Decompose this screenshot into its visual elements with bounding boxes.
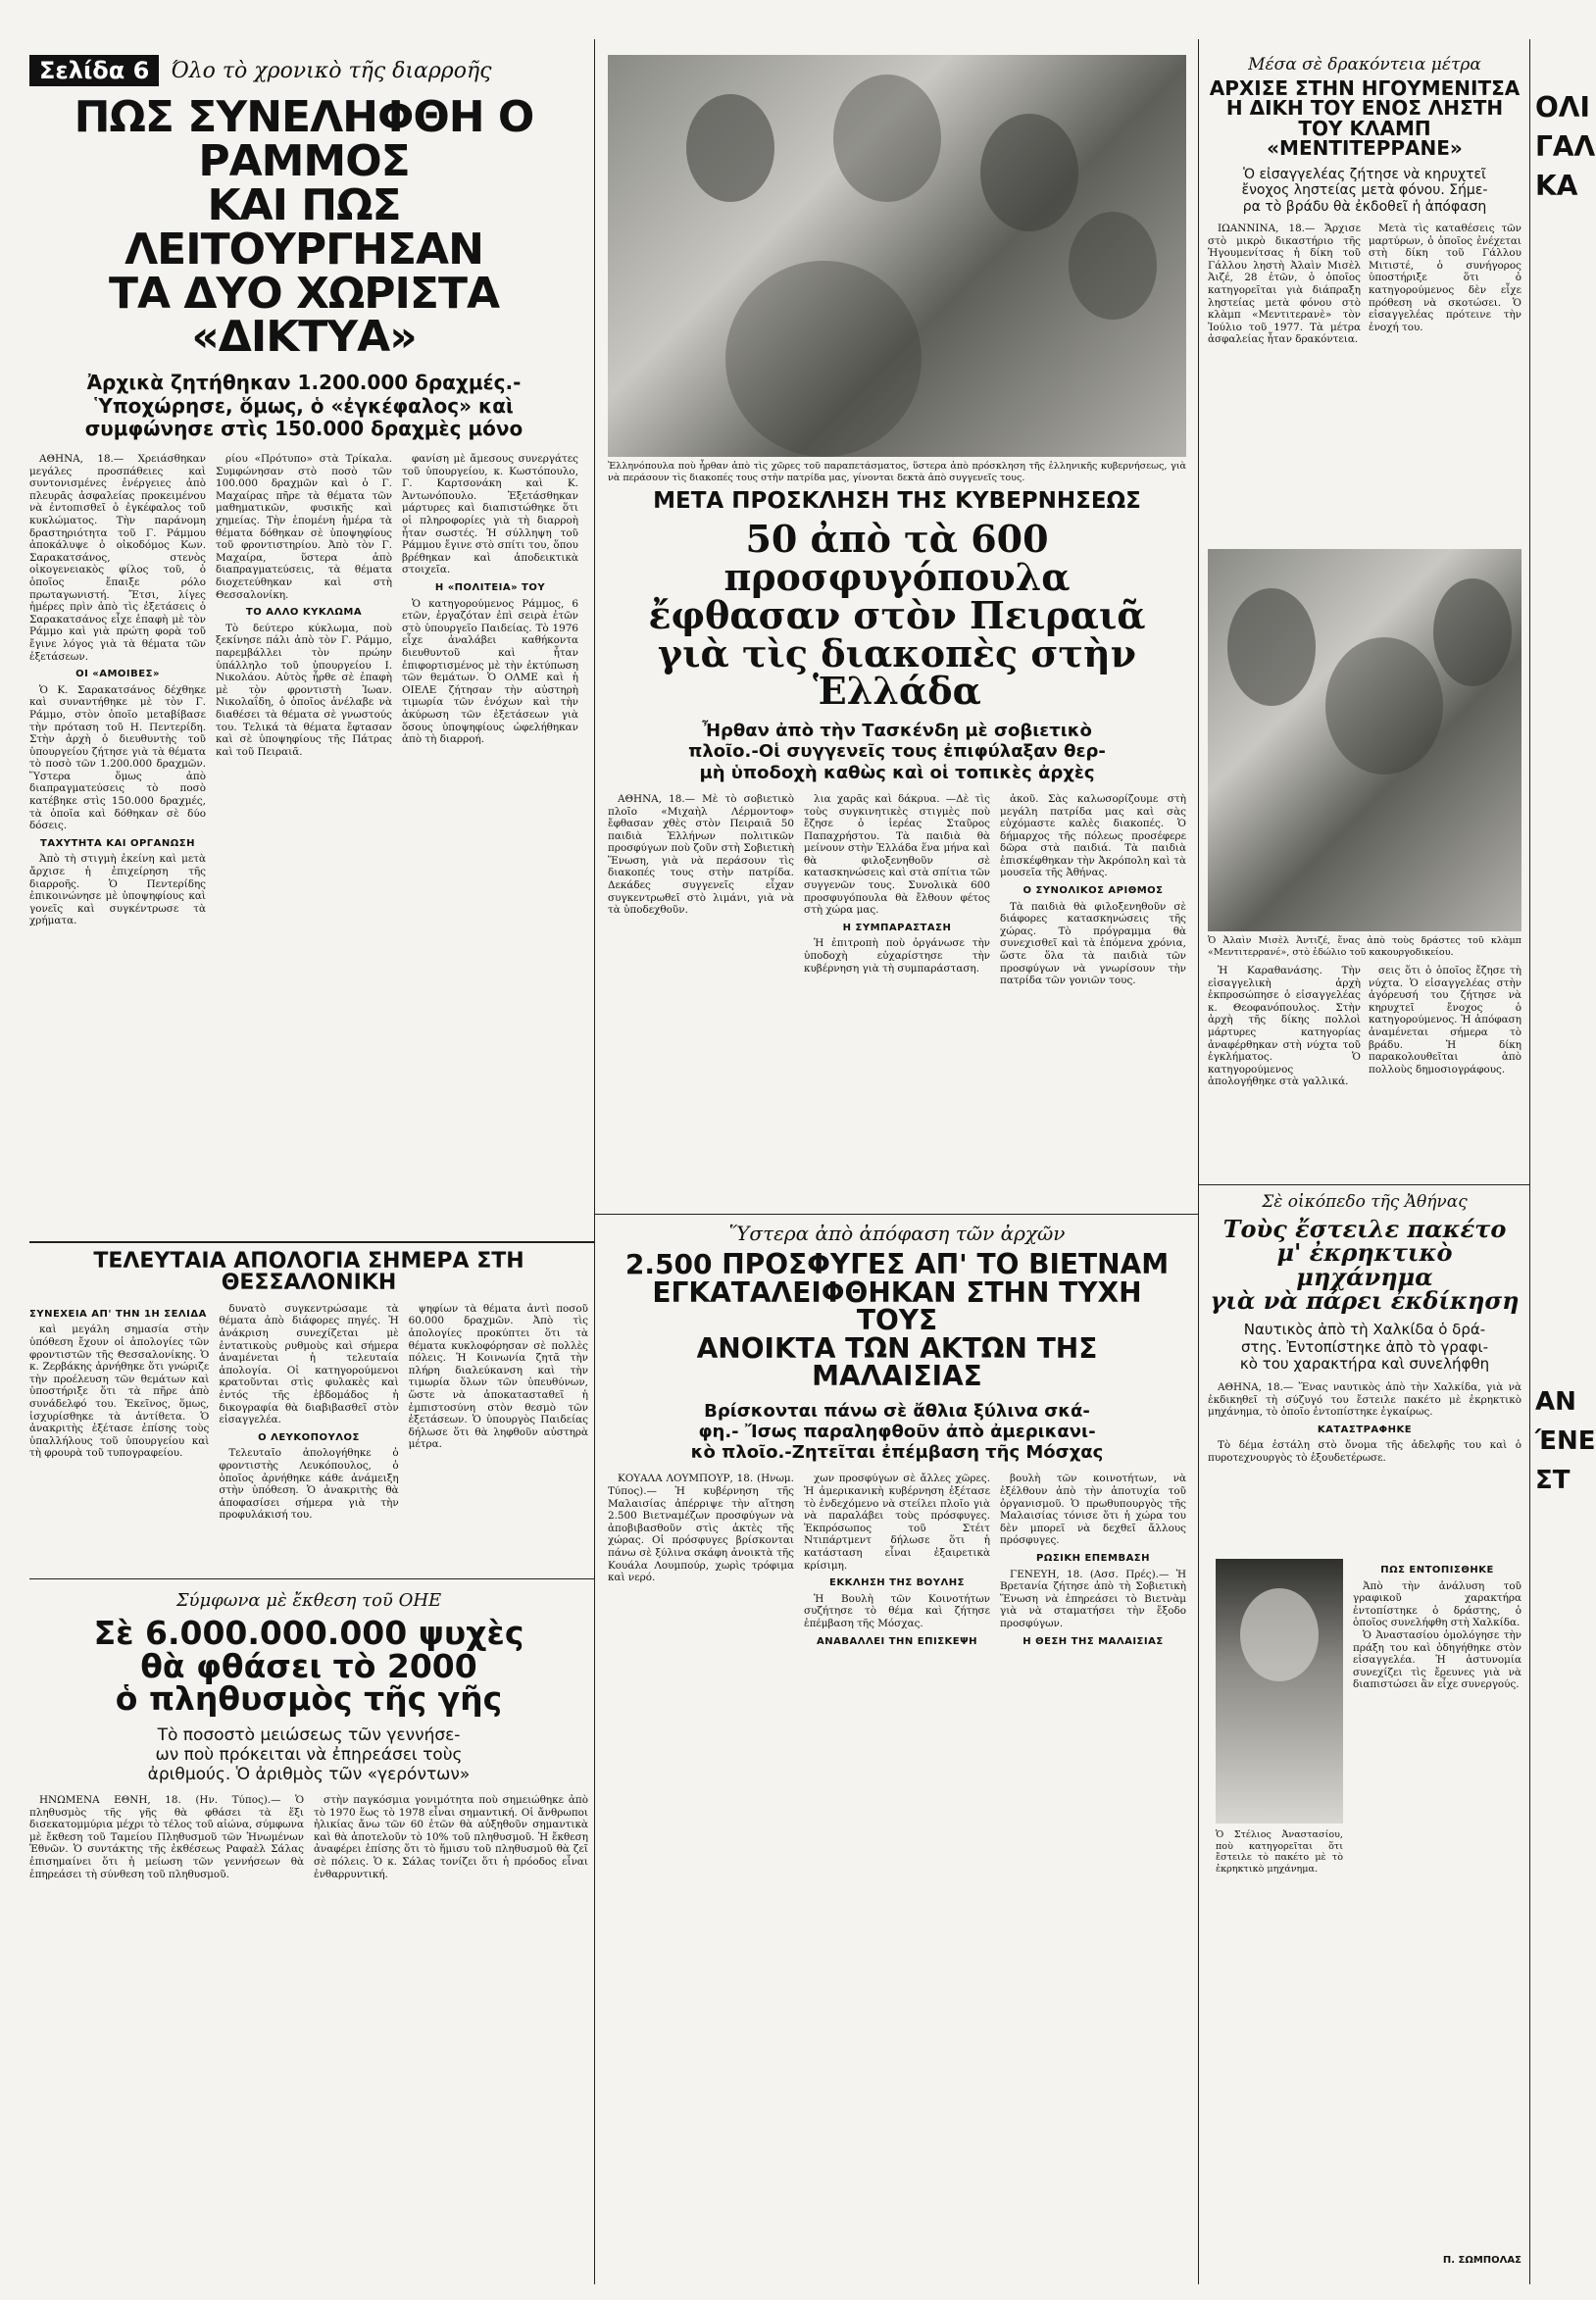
column-rule [594, 1245, 595, 2284]
article-column: Ἡ Καραθανάσης. Τὴν εἰσαγγελικὴ ἀρχὴ ἐκπροσώπησε ὁ εἰσαγγελέας κ. Θεοφανόπουλος. Στὴν ἀρχὴ τῆς δίκης πολλοὶ μάρτυρες κατηγορίας ἀναφέρθηκαν στὴ νύχτα τοῦ ἐγκλήματος. Ὁ κατηγορούμενος ἀπολογήθηκε στὰ γαλλικά. [1208, 965, 1361, 1088]
divider [29, 1578, 594, 1579]
article-column: ΚΟΥΑΛΑ ΛΟΥΜΠΟΥΡ, 18. (Ηνωμ. Τύπος).— Ἡ κυβέρνηση τῆς Μαλαισίας ἀπέρριψε τὴν αἴτηση 2.500 Βιετναμέζων προσφύγων νὰ ἀποβιβασθοῦν στὶς ἀκτὲς τῆς χώρας. Οἱ πρόσφυγες βρίσκονται πάνω σὲ ξύλινα σκάφη ἀνοικτὰ τῆς Κουάλα Λουμπούρ, χωρὶς τρόφιμα καὶ νερό. [608, 1473, 794, 1584]
subheadline: Ἀρχικὰ ζητήθηκαν 1.200.000 δραχμές.- Ὑποχώρησε, ὅμως, ὁ «ἐγκέφαλος» καὶ συμφώνησε στὶς 150.000 δραχμὲς μόνο [84, 371, 524, 441]
article-column: Μετὰ τὶς καταθέσεις τῶν μαρτύρων, ὁ ὁποῖος ἐνέχεται στὴ δίκη τοῦ Γάλλου Μιτιστέ, ὁ συνήγορος ὑποστήριξε ὅτι ὁ κατηγορούμενος δὲν εἶχε πρόθεση νὰ σκοτώσει. Ὁ εἰσαγγελέας πρότεινε τὴν ἐνοχή του. [1369, 223, 1521, 333]
subheadline: Τὸ ποσοστὸ μειώσεως τῶν γεννήσε- ων ποὺ πρόκειται νὰ ἐπηρεάσει τοὺς ἀριθμούς. Ὁ ἀριθμὸς τῶν «γερόντων» [147, 1725, 471, 1785]
subheadline: Ναυτικὸς ἀπὸ τὴ Χαλκίδα ὁ δρά- στης. Ἐντοπίστηκε ἀπὸ τὸ γραφι- κὸ του χαρακτήρα καὶ συνελήφθη [1239, 1320, 1490, 1374]
adjacent-page-edge: ΟΛΙ ΓΑΛ ΚΑ [1535, 91, 1596, 202]
kicker: Σύμφωνα μὲ ἔκθεση τοῦ ΟΗΕ [175, 1590, 442, 1611]
headline: Τοὺς ἔστειλε πακέτο μ' ἐκρηκτικὸ μηχάνημα γιὰ νὰ πάρει ἐκδίκηση [1210, 1215, 1520, 1316]
article-bomb-parcel-continued [1353, 1559, 1521, 1957]
kicker: ΜΕΤΑ ΠΡΟΣΚΛΗΣΗ ΤΗΣ ΚΥΒΕΡΝΗΣΕΩΣ [653, 488, 1141, 514]
headline: Σὲ 6.000.000.000 ψυχὲς θὰ φθάσει τὸ 2000 ὁ πληθυσμὸς τῆς γῆς [93, 1614, 524, 1719]
kicker: Ὕστερα ἀπὸ ἀπόφαση τῶν ἀρχῶν [728, 1222, 1066, 1245]
headline: ΤΕΛΕΥΤΑΙΑ ΑΠΟΛΟΓΙΑ ΣΗΜΕΡΑ ΣΤΗ ΘΕΣΣΑΛΟΝΙΚΗ [93, 1249, 524, 1296]
photo-suspect [1216, 1559, 1343, 1824]
article-column: λια χαρᾶς καὶ δάκρυα. —Δὲ τὶς τοὺς συγκινητικὲς στιγμὲς ποὺ ἔζησε ὁ ἱερέας Σταῦρος Παπαχρήστου. Τὰ παιδιὰ θὰ μείνουν στὴν Ἑλλάδα ἕνα μήνα καὶ θὰ φιλοξενηθοῦν σὲ κατασκηνώσεις καὶ στὰ σπίτια τῶν συγγενῶν τους. Συνολικὰ 600 προσφυγόπουλα θὰ ἔλθουν φέτος στὴ χώρα μας. Η ΣΥΜΠΑΡΑΣΤΑΣΗ Ἡ ἐπιτροπὴ ποὺ ὀργάνωσε τὴν ὑποδοχὴ εὐχαρίστησε τὴν κυβέρνηση γιὰ τὴ συμπαράσταση. [804, 792, 990, 975]
photo-defendant [1208, 549, 1521, 931]
adjacent-page-edge: ΑΝ ΈΝΕ ΣΤ [1535, 1387, 1596, 1495]
section-kicker: Όλο τὸ χρονικὸ τῆς διαρροῆς [171, 58, 492, 83]
article-column: ΑΘΗΝΑ, 18.— Ἕνας ναυτικὸς ἀπὸ τὴν Χαλκίδα, γιὰ νὰ ἐκδικηθεῖ τὴ σύζυγό του ἔστειλε πακέτο μὲ ἐκρηκτικὸ μηχάνημα, τὸ ὁποῖο ἐντοπίστηκε ἐγκαίρως. ΚΑΤΑΣΤΡΑΦΗΚΕ Τὸ δέμα ἐστάλη στὸ ὄνομα τῆς ἀδελφῆς του καὶ ὁ πυροτεχνουργὸς τὸ ἐξουδετέρωσε. [1208, 1380, 1521, 1464]
article-refugee-children [608, 490, 1186, 1117]
article-column: σεις ὅτι ὁ ὁποῖος ἔζησε τὴ νύχτα. Ὁ εἰσαγγελέας στὴν ἀγόρευσή του ζήτησε νὰ κηρυχτεῖ ἔνοχος ὁ κατηγορούμενος. Ἡ ἀπόφαση ἀναμένεται σήμερα τὸ βράδυ. Ἡ δίκη παρακολουθεῖται ἀπὸ πολλοὺς δημοσιογράφους. [1369, 965, 1521, 1075]
headline: ΠΩΣ ΣΥΝΕΛΗΦΘΗ Ο ΡΑΜΜΟΣ ΚΑΙ ΠΩΣ ΛΕΙΤΟΥΡΓΗΣΑΝ ΤΑ ΔΥΟ ΧΩΡΙΣΤΑ «ΔΙΚΤΥΑ» [74, 92, 534, 363]
article-column: ΣΥΝΕΧΕΙΑ ΑΠ' ΤΗΝ 1Η ΣΕΛΙΔΑ καὶ μεγάλη σημασία στὴν ὑπόθεση ἔχουν οἱ ἀπολογίες τῶν φροντιστῶν τῆς Θεσσαλονίκης. Ὁ κ. Ζερβάκης ἀρνήθηκε ὅτι γνώριζε τὴν προέλευση τῶν θεμάτων καὶ ὑποστήριξε ὅτι τὰ πῆρε ἀπὸ συνάδελφό του. Ἐκεῖνος, ὅμως, ἰσχυρίσθηκε τὰ ἀντίθετα. Ὁ ἀνακριτὴς ἐξέτασε ἐπίσης τοὺς ὑπαλλήλους τοῦ ὑπουργείου καὶ τὴ φρουρὰ τοῦ τυπογραφείου. [29, 1308, 210, 1460]
photo-refugee-children [608, 55, 1186, 457]
article-column: ρίου «Πρότυπο» στὰ Τρίκαλα. Συμφώνησαν στὸ ποσὸ τῶν 100.000 δραχμῶν καὶ ὁ Γ. Μαχαίρας πῆρε τὰ θέματα τῶν μαθηματικῶν, φυσικῆς καὶ χημείας. Τὴν ἑπομένη ἡμέρα τὰ θέματα δόθηκαν σὲ ὑποψηφίους τοῦ φροντιστηρίου. Ἀπὸ τὸν Γ. Μαχαίρα, ὕστερα ἀπὸ διαπραγματεύσεις, τὰ θέματα διοχετεύθηκαν καὶ στὴ Θεσσαλονίκη. ΤΟ ΑΛΛΟ ΚΥΚΛΩΜΑ Τὸ δεύτερο κύκλωμα, ποὺ ξεκίνησε πάλι ἀπὸ τὸν Γ. Ράμμο, παρεμβάλλει τὸν πρώην ὑπάλληλο τοῦ ὑπουργείου Ι. Νικολάου. Αὐτὸς ἦρθε σὲ ἐπαφὴ μὲ τὸν φροντιστὴ Ἰωαν. Νικολαΐδη, ὁ ὁποῖος ἀνέλαβε νὰ διαθέσει τὰ θέματα σὲ γνωστούς του. Τελικά τὰ θέματα ἔφτασαν καὶ σὲ ὑποψηφίους τῆς Πάτρας καὶ τοῦ Πειραιᾶ. [216, 453, 392, 758]
article-apologia [29, 1251, 588, 1597]
subheadline: Ἦρθαν ἀπὸ τὴν Τασκένδη μὲ σοβιετικὸ πλοῖο.-Οἱ συγγενεῖς τους ἐπιφύλαξαν θερ- μὴ ὑποδοχὴ καθὼς καὶ οἱ τοπικὲς ἀρχὲς [688, 721, 1106, 783]
article-column: χων προσφύγων σὲ ἄλλες χῶρες. Ἡ ἀμερικανικὴ κυβέρνηση ἐξέτασε τὸ ἐνδεχόμενο νὰ στείλει πλοῖο γιὰ νὰ παραλάβει τοὺς πρόσφυγες. Ἐκπρόσωπος τοῦ Στέιτ Ντιπάρτμεντ δήλωσε ὅτι ἡ κατάσταση εἶναι ἐξαιρετικὰ κρίσιμη. ΕΚΚΛΗΣΗ ΤΗΣ ΒΟΥΛΗΣ Ἡ Βουλὴ τῶν Κοινοτήτων συζήτησε τὸ θέμα καὶ ζήτησε ἐπέμβαση τῆς Μόσχας. ΑΝΑΒΑΛΛΕΙ ΤΗΝ ΕΠΙΣΚΕΨΗ [804, 1473, 990, 1647]
article-column: στὴν παγκόσμια γονιμότητα ποὺ σημειώθηκε ἀπὸ τὸ 1970 ἕως τὸ 1978 εἶναι σημαντική. Οἱ ἄνθρωποι ἡλικίας ἄνω τῶν 60 ἐτῶν θὰ αὐξηθοῦν σημαντικὰ καὶ θὰ ἀποτελοῦν τὸ 10% τοῦ πληθυσμοῦ. Ἡ ἔκθεση ἀναφέρει ἐπίσης ὅτι τὸ ἥμισυ τοῦ πληθυσμοῦ θὰ ζεῖ σὲ πόλεις. Ὁ κ. Σάλας τονίζει ὅτι ἡ πρόοδος εἶναι ἐνθαρρυντική. [314, 1794, 588, 1880]
article-bomb-parcel [1208, 1192, 1521, 1528]
article-club-med-continued [1208, 965, 1521, 1180]
kicker: Μέσα σὲ δρακόντεια μέτρα [1248, 55, 1481, 75]
divider [1198, 1184, 1529, 1185]
photo-caption: Ὁ Στέλιος Ἀναστασίου, ποὺ κατηγορεῖται ὅτι ἔστειλε τὸ πακέτο μὲ τὸ ἐκρηκτικὸ μηχάνημα. [1216, 1829, 1343, 1875]
article-column: ΑΘΗΝΑ, 18.— Χρειάσθηκαν μεγάλες προσπάθειες καὶ συντονισμένες ἐνέργειες ἀπὸ πλευρᾶς ἀσφαλείας προκειμένου νὰ ἐντοπισθεῖ ὁ ἐγκέφαλος τοῦ κυκλώματος. Τὴν παράνομη δραστηριότητα τοῦ Γ. Ράμμου ἀποκάλυψε ὁ οἰκοδόμος Κων. Σαρακατσάνος, στενὸς οἰκογενειακὸς φίλος τοῦ, ὁ ὁποῖος ἔπαιξε ρόλο πρωταγωνιστή. Ἔτσι, λίγες ἡμέρες πρὶν ἀπὸ τὶς ἐξετάσεις ὁ Σαρακατσάνος εἶχε ἐπαφὴ μὲ τὸν Ράμμο καὶ γιὰ πρώτη φορὰ τοῦ ἔγινε λόγος γιὰ τὰ θέματα τῶν ἐξετάσεων. ΟΙ «ΑΜΟΙΒΕΣ» Ὁ Κ. Σαρακατσάνος δέχθηκε καὶ συναντήθηκε μὲ τὸν Γ. Ράμμο, στὸν ὁποῖο μεταβίβασε τὴν πρόταση τοῦ Η. Πεντερίδη. Στὴν ἀρχὴ ὁ διευθυντὴς τοῦ ὑπουργείου ζήτησε γιὰ τὰ θέματα τὸ ποσὸ τῶν 1.200.000 δραχμῶν. Ὕστερα ὅμως ἀπὸ διαπραγματεύσεις τὸ ποσὸ κατέβηκε στὶς 150.000 δραχμές, τὰ ὁποῖα καὶ δόθηκαν σὲ δύο δόσεις. ΤΑΧΥΤΗΤΑ ΚΑΙ ΟΡΓΑΝΩΣΗ Ἀπὸ τὴ στιγμὴ ἐκείνη καὶ μετὰ ἄρχισε ἡ ἐπιχείρηση τῆς διαρροῆς. Ὁ Πεντερίδης ἐπικοινώνησε μὲ ὑποψηφίους καὶ γονεῖς καὶ συγκέντρωσε τὰ χρήματα. [29, 453, 206, 927]
article-vietnam [608, 1222, 1186, 2227]
article-column: ΙΩΑΝΝΙΝΑ, 18.— Ἄρχισε στὸ μικρὸ δικαστήριο τῆς Ἡγουμενίτσας ἡ δίκη τοῦ Γάλλου ληστὴ Ἀλαὶν Μισὲλ Ἀιζέ, 28 ἐτῶν, ὁ ὁποῖος κατηγορεῖται γιὰ διάπραξη ληστείας μετὰ φόνου στὸ κλὰμπ «Μεντιτερανὲ» τὸν Ἰούλιο τοῦ 1977. Τὰ μέτρα ἀσφαλείας ἦταν δρακόντεια. [1208, 223, 1361, 346]
article-rammos [29, 55, 578, 1247]
photo-caption: Ὁ Ἀλαὶν Μισὲλ Ἀντιζέ, ἕνας ἀπὸ τοὺς δράστες τοῦ κλὰμπ «Μεντιτερρανέ», στὸ ἑδώλιο τοῦ κακουργοδικείου. [1208, 935, 1521, 958]
subheadline: Βρίσκονται πάνω σὲ ἄθλια ξύλινα σκά- φη.- Ἴσως παραληφθοῦν ἀπὸ ἀμερικανι- κὸ πλοῖο.-Ζητεῖται ἐπέμβαση τῆς Μόσχας [690, 1400, 1104, 1464]
subheadline: Ὁ εἰσαγγελέας ζήτησε νὰ κηρυχτεῖ ἔνοχος ληστείας μετὰ φόνου. Σήμε- ρα τὸ βράδυ θὰ ἐκδοθεῖ ἡ ἀπόφαση [1241, 166, 1488, 215]
article-column: βουλὴ τῶν κοινοτήτων, νὰ ἐξέλθουν ἀπὸ τὴν ἀποτυχία τοῦ ὀργανισμοῦ. Ὁ πρωθυπουργὸς τῆς Μαλαισίας τόνισε ὅτι ἡ χώρα του δὲν μπορεῖ νὰ δεχθεῖ ἄλλους πρόσφυγες. ΡΩΣΙΚΗ ΕΠΕΜΒΑΣΗ ΓΕΝΕΥΗ, 18. (Ασσ. Πρές).— Ἡ Βρετανία ζήτησε ἀπὸ τὴ Σοβιετικὴ Ἕνωση νὰ ἐπηρεάσει τὸ Βιετνὰμ γιὰ νὰ σταματήσει τὴν ἔξοδο προσφύγων. Η ΘΕΣΗ ΤΗΣ ΜΑΛΑΙΣΙΑΣ [1000, 1473, 1186, 1647]
article-population [29, 1590, 588, 2206]
column-rule [1529, 39, 1530, 2284]
article-column: ΗΝΩΜΕΝΑ ΕΘΝΗ, 18. (Ην. Τύπος).— Ὁ πληθυσμὸς τῆς γῆς θὰ φθάσει τὰ ἕξι δισεκατομμύρια μέχρι τὸ τέλος τοῦ αἰώνα, σύμφωνα μὲ ἔκθεση τοῦ Ταμείου Πληθυσμοῦ τῶν Ἡνωμένων Ἐθνῶν. Ὁ συντάκτης τῆς ἐκθέσεως Ραφαὲλ Σάλας ἐπισημαίνει ὅτι ἡ μείωση τῶν γεννήσεων θὰ ἐπηρεάσει τὴ σύνθεση τοῦ πληθυσμοῦ. [29, 1794, 304, 1880]
divider [594, 1214, 1198, 1215]
divider [29, 1241, 594, 1243]
section-label: Σελίδα 6 [29, 55, 159, 86]
headline: ΑΡΧΙΣΕ ΣΤΗΝ ΗΓΟΥΜΕΝΙΤΣΑ Η ΔΙΚΗ ΤΟΥ ΕΝΟΣ ΛΗΣΤΗ ΤΟΥ ΚΛΑΜΠ «ΜΕΝΤΙΤΕΡΡΑΝΕ» [1209, 76, 1521, 161]
article-column: ΠΩΣ ΕΝΤΟΠΙΣΘΗΚΕ Ἀπὸ τὴν ἀνάλυση τοῦ γραφικοῦ χαρακτήρα ἐντοπίστηκε ὁ δράστης, ὁ ὁποῖος συνελήφθη στὴ Χαλκίδα. Ὁ Ἀναστασίου ὁμολόγησε τὴν πράξη του καὶ ὁδηγήθηκε στὸν εἰσαγγελέα. Ἡ ἀστυνομία συνεχίζει τὶς ἔρευνες γιὰ νὰ διαπιστώσει ἂν εἶχε συνεργούς. [1353, 1565, 1521, 1691]
column-rule [1198, 39, 1199, 2284]
kicker: Σὲ οἰκόπεδο τῆς Ἀθήνας [1262, 1192, 1468, 1212]
byline: Π. ΣΩΜΠΟΛΑΣ [1442, 2255, 1521, 2266]
article-column: ΑΘΗΝΑ, 18.— Μὲ τὸ σοβιετικὸ πλοῖο «Μιχαὴλ Λέρμοντοφ» ἔφθασαν χθὲς στὸν Πειραιᾶ 50 παιδιὰ Ἑλλήνων πολιτικῶν προσφύγων ποὺ ζοῦν στὴ Σοβιετικὴ Ἕνωση, γιὰ νὰ περάσουν τὶς διακοπές τους στὴν πατρίδα. Δεκάδες συγγενεῖς εἶχαν συγκεντρωθεῖ στὸ λιμάνι, γιὰ νὰ τὰ ὑποδεχθοῦν. [608, 792, 794, 917]
article-column: δυνατὸ συγκεντρώσαμε τὰ θέματα ἀπὸ διάφορες πηγές. Ἡ ἀνάκριση συνεχίζεται μὲ ἐντατικοὺς ρυθμοὺς καὶ σήμερα ἀναμένεται ἡ τελευταία ἀπολογία. Οἱ κατηγορούμενοι κρατοῦνται στὶς φυλακὲς καὶ ἐντός τῆς ἑβδομάδος ἡ δικογραφία θὰ διαβιβασθεῖ στὸν εἰσαγγελέα. Ο ΛΕΥΚΟΠΟΥΛΟΣ Τελευταῖο ἀπολογήθηκε ὁ φροντιστὴς Λευκόπουλος, ὁ ὁποῖος ἀρνήθηκε κάθε ἀνάμειξη στὴν ὑπόθεση. Ὁ ἀνακριτὴς θὰ ἀποφασίσει σήμερα γιὰ τὴν προφυλάκισή του. [219, 1302, 399, 1522]
article-column: ψηφίων τὰ θέματα ἀντὶ ποσοῦ 60.000 δραχμῶν. Ἀπὸ τὶς ἀπολογίες προκύπτει ὅτι τὰ θέματα κυκλοφόρησαν σὲ πολλὲς πόλεις. Ἡ Κοινωνία ζητᾶ τὴν πλήρη διαλεύκανση καὶ τὴν τιμωρία ὅλων τῶν ὑπευθύνων, ὥστε νὰ ἀποκατασταθεῖ ἡ ἐμπιστοσύνη στὸν θεσμὸ τῶν ἐξετάσεων. Ὁ ὑπουργὸς Παιδείας δήλωσε ὅτι θὰ ληφθοῦν αὐστηρὰ μέτρα. [408, 1302, 588, 1451]
article-club-med-trial [1208, 55, 1521, 517]
article-column: ἀκοῦ. Σὰς καλωσορίζουμε στὴ μεγάλη πατρίδα μας καὶ σὰς εὐχόμαστε καλὲς διακοπές. Ὁ δήμαρχος τῆς πόλεως προσέφερε δῶρα στὰ παιδιά. Τὰ παιδιὰ ἐπισκέφθηκαν τὴν Ἀκρόπολη καὶ τὰ μουσεῖα τῆς Ἀθήνας. Ο ΣΥΝΟΛΙΚΟΣ ΑΡΙΘΜΟΣ Τὰ παιδιὰ θὰ φιλοξενηθοῦν σὲ διάφορες κατασκηνώσεις τῆς χώρας. Τὸ πρόγραμμα θὰ συνεχισθεῖ καὶ τὰ ἑπόμενα χρόνια, ὥστε ὅλα τὰ παιδιὰ τῶν προσφύγων νὰ γνωρίσουν τὴν πατρίδα τῶν γονιῶν τους. [1000, 792, 1186, 987]
column-rule [594, 39, 595, 1245]
article-column: φανίση μὲ ἄμεσους συνεργάτες τοῦ ὑπουργείου, κ. Κωστόπουλο, Γ. Καρτσονάκη καὶ Κ. Ἀντωνόπουλο. Ἐξετάσθηκαν μάρτυρες καὶ διαπιστώθηκε ὅτι οἱ πληροφορίες γιὰ τὴ διαρροὴ ἦταν σωστές. Ἡ σύλληψη τοῦ Ράμμου ἔγινε στὸ σπίτι του, ὅπου βρέθηκαν καὶ ἀποδεικτικὰ στοιχεῖα. Η «ΠΟΛΙΤΕΙΑ» ΤΟΥ Ὁ κατηγορούμενος Ράμμος, 6 ετῶν, ἐργαζόταν ἐπὶ σειρὰ ἐτῶν στὸ ὑπουργεῖο Παιδείας. Τὸ 1976 εἶχε ἀναλάβει καθήκοντα διευθυντοῦ καὶ ἦταν ἐπιφορτισμένος μὲ τὴν ἐκτύπωση τῶν θεμάτων. Ὁ ΟΛΜΕ καὶ ἡ ΟΙΕΛΕ ζήτησαν τὴν αὐστηρὴ τιμωρία τῶν ἐνόχων καὶ τὴν ἀκύρωση τῶν ἐξετάσεων γιὰ ὅσους ὑποψηφίους ὠφελήθηκαν ἀπὸ τὴ διαρροή. [402, 453, 578, 746]
photo-caption: Ἐλληνόπουλα ποὺ ἦρθαν ἀπὸ τὶς χῶρες τοῦ παραπετάσματος, ὕστερα ἀπὸ πρόσκληση τῆς ἑλληνικῆς κυβερνήσεως, γιὰ νὰ περάσουν τὶς διακοπές τους στὴν πατρίδα μας, γίνονται δεκτὰ ἀπὸ συγγενεῖς τους. [608, 461, 1186, 483]
headline: 2.500 ΠΡΟΣΦΥΓΕΣ ΑΠ' ΤΟ ΒΙΕΤΝΑΜ ΕΓΚΑΤΑΛΕΙΦΘΗΚΑΝ ΣΤΗΝ ΤΥΧΗ ΤΟΥΣ ΑΝΟΙΚΤΑ ΤΩΝ ΑΚΤΩΝ ΤΗΣ ΜΑΛΑΙΣΙΑΣ [624, 1248, 1170, 1393]
headline: 50 ἀπὸ τὰ 600 προσφυγόπουλα ἔφθασαν στὸν Πειραιᾶ γιὰ τὶς διακοπὲς στὴν Ἑλλάδα [648, 517, 1146, 714]
